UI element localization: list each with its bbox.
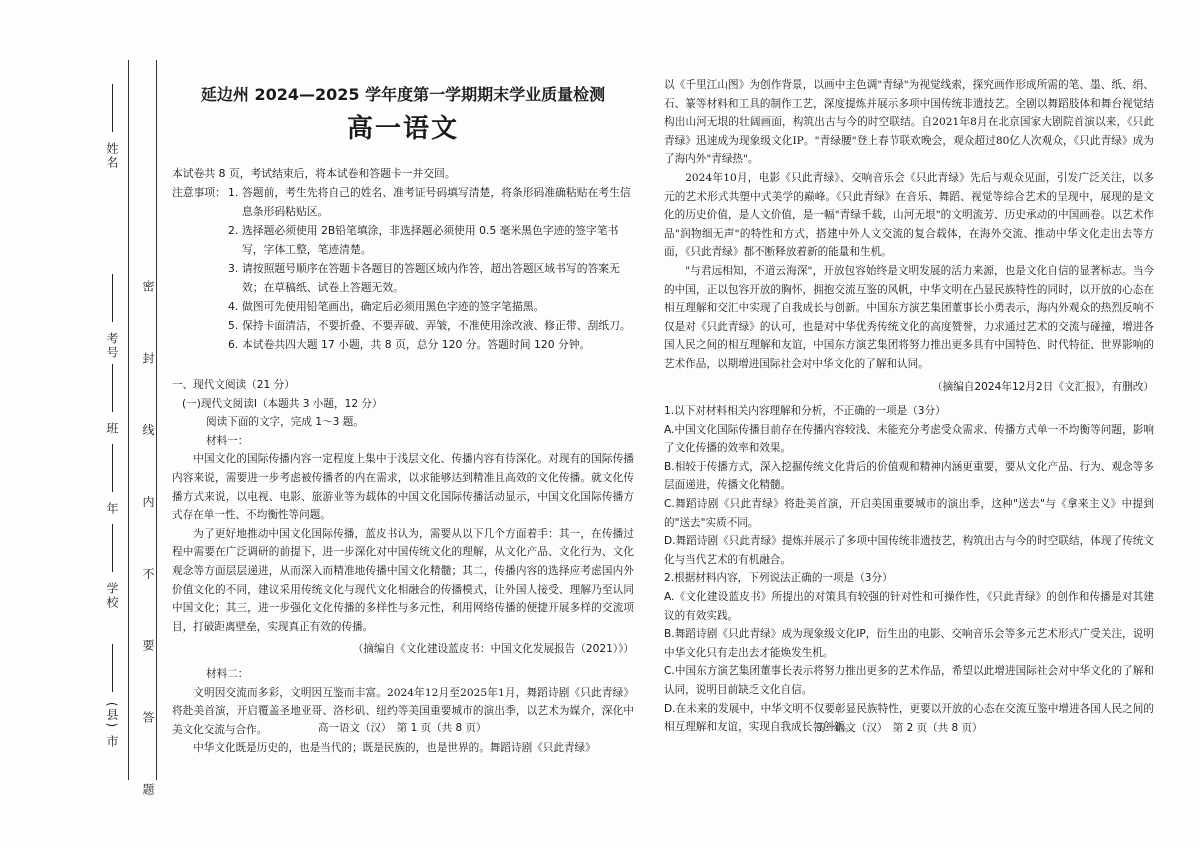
notice-item-text: 做图可先使用铅笔画出，确定后必须用黑色字迹的签字笔描黑。 xyxy=(242,300,545,313)
subject-title: 高一语文 xyxy=(346,114,459,144)
school-blank xyxy=(112,524,113,572)
exam-no-label: 考号 xyxy=(105,331,119,360)
grade-label: 年 xyxy=(105,501,119,516)
material2-paragraph: 中华文化既是历史的，也是当代的；既是民族的，也是世界的。舞蹈诗剧《只此青绿》 xyxy=(193,742,596,755)
exam-no-field[interactable] xyxy=(104,270,121,360)
notice-item xyxy=(172,221,634,259)
reading-instruction: 阅读下面的文字，完成 1～3 题。 xyxy=(206,416,364,429)
answer-option: D.在未来的发展中，中华文明不仅要彰显民族特性，更要以开放的心态在交流互鉴中增进各国人民之间的相互理解和友谊，实现自我成长与创新。 xyxy=(664,702,1154,734)
material1-label: 材料一： xyxy=(206,434,249,447)
city-field[interactable] xyxy=(104,640,121,749)
material2-paragraph: "与君远相知，不道云海深"，开放包容始终是文明发展的活力来源，也是文化自信的显著标志。当今的中国，正以包容开放的胸怀，拥抱交流互鉴的风帆，中华文明在凸显民族特性的同时，以开放的心态在相互理解和交汇中实现了自我成长与创新。中国东方演艺集团董事长小勇表示，海内外观众的热烈反响不仅是对《只此青绿》的认可，也是对中华优秀传统文化的高度赞誉，力求通过艺术的交流与碰撞，增进各国人民之间的相互理解和友谊，中国东方演艺集团将努力推出更多具有中国特色、时代特征、世界影响的艺术作品，以期增进国际社会对中华文化的了解和认同。 xyxy=(664,264,1154,370)
notice-item-text: 答题前，考生先将自己的姓名、准考证号码填写清楚，将条形码准确粘贴在考生信息条形码粘贴区。 xyxy=(242,186,631,218)
notice-intro: 本试卷共 8 页，考试结束后，将本试卷和答题卡一并交回。 xyxy=(172,167,456,180)
answer-option: A.中国文化国际传播目前存在传播内容较浅、未能充分考虑受众需求、传播方式单一不均衡等问题，影响了文化传播的效率和效果。 xyxy=(664,423,1154,455)
notice-item-num: 5. xyxy=(228,319,239,332)
binding-margin xyxy=(0,60,160,780)
notice-item-text: 选择题必须使用 2B铅笔填涂，非选择题必须使用 0.5 毫米黑色字迹的签字笔书写，字体工整，笔迹清楚。 xyxy=(242,224,619,256)
material2-paragraph: 以《千里江山图》为创作背景，以画中主色调"青绿"为视觉线索，探究画作形成所需的笔、墨、纸、绢、石、篆等材料和工具的制作工艺，深度提炼并展示多项中国传统非遗技艺。全剧以舞蹈肢体和舞台视觉结构出山河无垠的壮阔画面，构筑出古与今的时空联结。自2021年8月在北京国家大剧院首演以来，《只此青绿》迅速成为现象级文化IP。"青绿腰"登上春节联欢晚会，观众超过80亿人次观众，《只此青绿》成为了海内外"青绿热"。 xyxy=(664,79,1154,166)
notice-item xyxy=(172,316,634,335)
school-field[interactable] xyxy=(104,520,121,610)
material1-source: （摘编自《文化建设蓝皮书：中国文化发展报告（2021）》） xyxy=(352,643,634,656)
notice-item-num: 2. xyxy=(228,224,239,237)
question-1 xyxy=(664,402,1154,569)
name-field[interactable] xyxy=(104,80,121,170)
material2-paragraph: 2024年10月，电影《只此青绿》、交响音乐会《只此青绿》先后与观众见面，引发广泛关注，以多元的艺术形式共塑中式美学的巅峰。《只此青绿》在音乐、舞蹈、视觉等综合艺术的呈现中，展现的是文化的历史价值，是人文价值，是一幅"青绿千载，山河无垠"的文明流芳、历史承动的中国画卷。以艺术作品"润物细无声"的特性和方式，搭建中外人文交流的复合载体，在海外交流、推动中华文化走出去等方面，《只此青绿》都不断释放着新的能量和生机。 xyxy=(664,171,1154,259)
binding-line-outer xyxy=(128,60,129,780)
notice-item-num: 4. xyxy=(228,300,239,313)
notice-item-num: 1. xyxy=(228,186,239,199)
notice-item-num: 3. xyxy=(228,262,239,275)
notice-item-text: 请按照题号顺序在答题卡各题目的答题区域内作答，超出答题区域书写的答案无效；在草稿纸、试卷上答题无效。 xyxy=(242,262,620,294)
answer-option: D.舞蹈诗剧《只此青绿》提炼并展示了多项中国传统非遗技艺，构筑出古与今的时空联结，体现了传统文化与当代艺术的有机融合。 xyxy=(664,535,1154,566)
answer-option: B.相较于传播方式，深入挖掘传统文化背后的价值观和精神内涵更重要，要从文化产品、行为、观念等多层面递进，传播文化精髓。 xyxy=(664,460,1154,492)
question-2 xyxy=(664,569,1154,736)
school-label: 学校 xyxy=(105,581,119,610)
exam-no-blank xyxy=(112,274,113,322)
class-field[interactable] xyxy=(104,360,121,436)
notice-item xyxy=(172,259,634,297)
grade-field[interactable] xyxy=(104,440,121,516)
page-footer-right: 高一语文（汉） 第 2 页（共 8 页） xyxy=(814,722,983,734)
answer-option: C.中国东方演艺集团董事长表示将努力推出更多的艺术作品，希望以此增进国际社会对中华文化的了解和认同，说明目前缺乏文化自信。 xyxy=(664,665,1154,696)
notice-block xyxy=(172,164,634,354)
question-stem: 1.以下对材料相关内容理解和分析，不正确的一项是（3分） xyxy=(664,405,946,418)
notice-item-text: 保持卡面清洁，不要折叠、不要弄破、弄皱，不准使用涂改液、修正带、刮纸刀。 xyxy=(242,319,631,332)
material1-paragraph: 为了更好地推动中国文化国际传播，蓝皮书认为，需要从以下几个方面着手：其一，在传播过程中需要在广泛调研的前提下，进一步深化对中国传统文化的理解，从文化产品、文化行为、文化观念等方面层层递进，从而深入而精准地传播中国文化精髓；其二，传播内容的选择应考虑国内外价值文化的不同，建议采用传统文化与现代文化相融合的传播模式，让外国人接受、理解乃至认同中国文化；其三，进一步强化文化传播的多样性与多元性，利用网络传播的便捷开展多样的交流项目，打破距离壁垒，实现真正有效的传播。 xyxy=(172,527,634,633)
right-column xyxy=(664,76,1154,737)
exam-title: 延边州 2024—2025 学年度第一学期期末学业质量检测 xyxy=(200,85,606,104)
city-label: (县) 市 xyxy=(105,701,119,750)
question-stem: 2.根据材料内容，下列说法正确的一项是（3分） xyxy=(664,572,893,585)
section-heading: 一、现代文阅读（21 分） xyxy=(172,379,295,391)
answer-option: A.《文化建设蓝皮书》所提出的对策具有较强的针对性和可操作性，《只此青绿》的创作和传播是对其建议的有效实践。 xyxy=(664,591,1154,622)
notice-item xyxy=(172,335,634,354)
subsection-heading: (一)现代文阅读Ⅰ（本题共 3 小题，12 分） xyxy=(182,397,383,410)
material1-paragraph: 中国文化的国际传播内容一定程度上集中于浅层文化、传播内容有待深化。对现有的国际传播内容来说，需要进一步考虑被传播者的内在需求，以求能够达到精准且高效的文化传播。就文化传播方式来说，以电视、电影、旅游业等为载体的中国文化国际传播活动显示，中国文化国际传播方式存在单一性、不均衡性等问题。 xyxy=(172,453,634,522)
grade-blank xyxy=(112,444,113,492)
answer-option: C.舞蹈诗剧《只此青绿》将赴美首演，开启美国重要城市的演出季，这种"送去"与《拿来主义》中提到的"送去"实质不同。 xyxy=(664,498,1154,529)
notice-label: 注意事项： xyxy=(172,186,226,199)
city-blank xyxy=(112,644,113,692)
notice-item xyxy=(172,183,634,221)
left-column xyxy=(172,80,634,758)
class-blank xyxy=(112,364,113,412)
material2-source: （摘编自2024年12月2日《文汇报》，有删改） xyxy=(932,380,1154,393)
notice-item-num: 6. xyxy=(228,338,239,351)
material2-paragraph: 文明因交流而多彩，文明因互鉴而丰富。2024年12月至2025年1月，舞蹈诗剧《只此青绿》将赴美首演，开启覆盖圣地亚哥、洛杉矶、纽约等美国重要城市的演出季，以艺术为媒介，深化中美文化交流与合作。 xyxy=(172,686,634,736)
material2-label: 材料二： xyxy=(206,667,249,680)
seal-line-text: 密 封 线 内 不 要 答 题 xyxy=(141,280,155,823)
name-blank xyxy=(112,84,113,132)
notice-item xyxy=(172,297,634,316)
name-label: 姓名 xyxy=(105,141,119,170)
page-footer-left: 高一语文（汉） 第 1 页（共 8 页） xyxy=(318,722,487,734)
class-label: 班 xyxy=(105,421,119,436)
notice-item-text: 本试卷共四大题 17 小题，共 8 页，总分 120 分。答题时间 120 分钟。 xyxy=(242,338,591,351)
answer-option: B.舞蹈诗剧《只此青绿》成为现象级文化IP，衍生出的电影、交响音乐会等多元艺术形式广受关注，说明中华文化只有走出去才能焕发生机。 xyxy=(664,628,1154,659)
